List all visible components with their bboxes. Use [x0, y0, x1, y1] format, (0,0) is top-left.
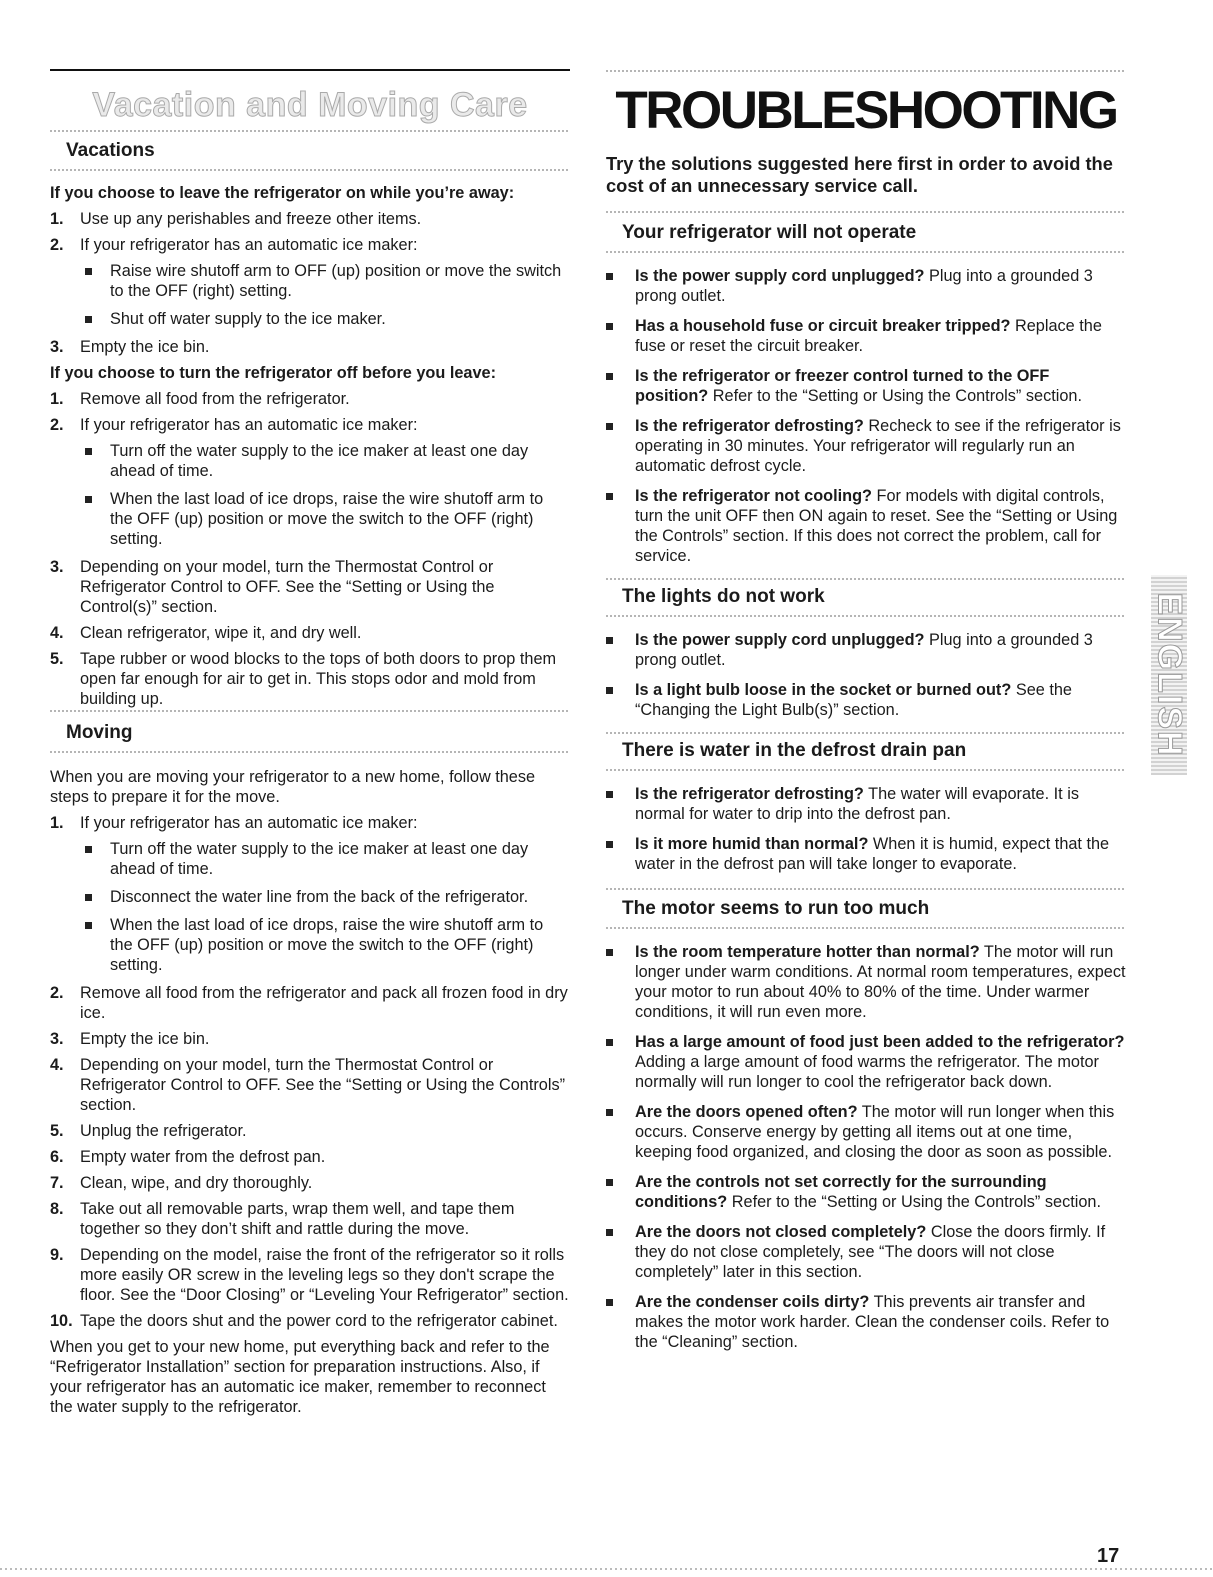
bullet-item — [50, 261, 570, 301]
item-text: Tape the doors shut and the power cord to the refrigerator cabinet. — [80, 1312, 558, 1330]
item-text: Depending on your model, turn the Thermostat Control or Refrigerator Control to OFF. See the “Setting or Using the Controls” section. — [80, 1056, 566, 1114]
trouble-item — [606, 630, 1126, 670]
question: Is the refrigerator defrosting? — [635, 417, 864, 435]
item-number: 8. — [50, 1200, 64, 1218]
question: Has a household fuse or circuit breaker tripped? — [635, 317, 1011, 335]
numbered-item — [50, 1173, 570, 1193]
numbered-item — [50, 1245, 570, 1305]
item-text: Unplug the refrigerator. — [80, 1122, 247, 1140]
bullet-icon — [606, 1299, 613, 1306]
numbered-item — [50, 983, 570, 1023]
bullet-icon — [606, 637, 613, 644]
item-number: 5. — [50, 1122, 64, 1140]
question: Is the power supply cord unplugged? — [635, 267, 925, 285]
answer: The motor will run longer under warm conditions. At normal room temperatures, expect your motor to run about 40% to 80% of the time. Under warmer conditions, it will run even more. — [635, 943, 1126, 1021]
item-text: If your refrigerator has an automatic ice maker: — [80, 236, 418, 254]
numbered-item — [50, 235, 570, 255]
numbered-item — [50, 1055, 570, 1115]
numbered-item — [50, 1121, 570, 1141]
numbered-item — [50, 415, 570, 435]
item-text: Tape rubber or wood blocks to the tops of both doors to prop them open far enough for air to get in. This stops odor and mold from building up. — [80, 650, 557, 708]
troubleshooting-intro: Try the solutions suggested here first in order to avoid the cost of an unnecessary service call. — [606, 153, 1113, 196]
trouble-item — [606, 784, 1126, 824]
item-text: Empty the ice bin. — [80, 1030, 210, 1048]
numbered-item — [50, 1311, 570, 1331]
moving-heading: Moving — [66, 722, 133, 743]
item-number: 10. — [50, 1312, 73, 1330]
section-heading: There is water in the defrost drain pan — [622, 740, 967, 761]
trouble-item — [606, 1222, 1126, 1282]
item-number: 1. — [50, 814, 64, 832]
trouble-item — [606, 1102, 1126, 1162]
trouble-item — [606, 1172, 1126, 1212]
question: Are the doors not closed completely? — [635, 1223, 927, 1241]
item-number: 6. — [50, 1148, 64, 1166]
divider — [50, 130, 570, 132]
section-heading: The lights do not work — [622, 586, 825, 607]
bullet-icon — [606, 1229, 613, 1236]
answer: Adding a large amount of food warms the refrigerator. The motor normally will run longer to cool the refrigerator back down. — [635, 1053, 1099, 1091]
bullet-icon — [606, 687, 613, 694]
trouble-item — [606, 266, 1126, 306]
bullet-text: Turn off the water supply to the ice maker at least one day ahead of time. — [110, 442, 529, 480]
item-text: Depending on the model, raise the front of the refrigerator so it rolls more easily OR screw in the leveling legs so they don't scrape the floor. See the “Door Closing” or “Leveling Your Refrigerator” section. — [80, 1246, 569, 1304]
question: Is a light bulb loose in the socket or burned out? — [635, 681, 1012, 699]
item-number: 4. — [50, 624, 64, 642]
trouble-item — [606, 366, 1126, 406]
numbered-item — [50, 1147, 570, 1167]
vacations-block — [50, 130, 570, 715]
question: Is the refrigerator defrosting? — [635, 785, 864, 803]
section-heading: Your refrigerator will not operate — [622, 222, 917, 243]
answer: See the “Changing the Light Bulb(s)” section. — [635, 681, 1072, 719]
divider — [606, 251, 1126, 253]
question: Are the condenser coils dirty? — [635, 1293, 870, 1311]
trouble-item — [606, 680, 1126, 720]
numbered-item — [50, 813, 570, 833]
item-text: Clean refrigerator, wipe it, and dry well. — [80, 624, 362, 642]
numbered-item — [50, 337, 570, 357]
bullet-icon — [606, 841, 613, 848]
bullet-icon — [85, 846, 92, 853]
bullet-icon — [85, 922, 92, 929]
bullet-text: Shut off water supply to the ice maker. — [110, 310, 386, 328]
divider — [606, 927, 1126, 929]
bullet-item — [50, 887, 570, 907]
bullet-icon — [85, 268, 92, 275]
bullet-item — [50, 915, 570, 975]
moving-outro: When you get to your new home, put everything back and refer to the “Refrigerator Installation” section for preparation instructions. Also, if your refrigerator has an automatic ice maker, remember to reconnect the water supply to the refrigerator. — [50, 1338, 550, 1416]
item-number: 1. — [50, 210, 64, 228]
moving-intro: When you are moving your refrigerator to a new home, follow these steps to prepare it for the move. — [50, 768, 536, 806]
moving-block — [50, 710, 570, 1417]
item-text: Use up any perishables and freeze other items. — [80, 210, 422, 228]
bullet-icon — [606, 1109, 613, 1116]
divider — [606, 70, 1126, 72]
item-number: 5. — [50, 650, 64, 668]
divider — [50, 169, 570, 171]
divider — [606, 732, 1126, 734]
vacation-off-heading: If you choose to turn the refrigerator off before you leave: — [50, 364, 496, 382]
question: Are the controls not set correctly for the surrounding conditions? — [635, 1173, 1047, 1211]
question: Are the doors opened often? — [635, 1103, 858, 1121]
numbered-item — [50, 623, 570, 643]
item-text: If your refrigerator has an automatic ice maker: — [80, 814, 418, 832]
question: Is the power supply cord unplugged? — [635, 631, 925, 649]
item-number: 2. — [50, 236, 64, 254]
divider — [50, 751, 570, 753]
item-text: Depending on your model, turn the Thermostat Control or Refrigerator Control to OFF. See the “Setting or Using the Control(s)” section. — [80, 558, 495, 616]
answer: Plug into a grounded 3 prong outlet. — [635, 631, 1093, 669]
bullet-icon — [85, 448, 92, 455]
item-text: If your refrigerator has an automatic ice maker: — [80, 416, 418, 434]
item-number: 1. — [50, 390, 64, 408]
vacation-on-heading: If you choose to leave the refrigerator on while you’re away: — [50, 184, 515, 202]
answer: This prevents air transfer and makes the motor work harder. Clean the condenser coils. Refer to the “Cleaning” section. — [635, 1293, 1110, 1351]
language-tab — [1151, 575, 1187, 775]
item-number: 3. — [50, 338, 64, 356]
bullet-icon — [85, 894, 92, 901]
bullet-text: Turn off the water supply to the ice maker at least one day ahead of time. — [110, 840, 529, 878]
answer: The water will evaporate. It is normal for water to drip into the defrost pan. — [635, 785, 1079, 823]
trouble-item — [606, 486, 1126, 566]
question: Is the refrigerator not cooling? — [635, 487, 873, 505]
numbered-item — [50, 209, 570, 229]
bullet-item — [50, 309, 570, 329]
answer: The motor will run longer when this occurs. Conserve energy by getting all items out at one time, keeping food organized, and closing the door as soon as possible. — [635, 1103, 1115, 1161]
item-text: Remove all food from the refrigerator. — [80, 390, 350, 408]
answer: Close the doors firmly. If they do not close completely, see “The doors will not close completely” later in this section. — [635, 1223, 1106, 1281]
numbered-item — [50, 1029, 570, 1049]
item-number: 2. — [50, 984, 64, 1002]
bullet-icon — [606, 323, 613, 330]
bullet-text: Disconnect the water line from the back of the refrigerator. — [110, 888, 529, 906]
bullet-icon — [606, 373, 613, 380]
section-heading: The motor seems to run too much — [622, 898, 930, 919]
bullet-icon — [606, 1179, 613, 1186]
language-tab-label: ENGLISH — [1150, 592, 1189, 758]
question: Is the room temperature hotter than normal? — [635, 943, 980, 961]
item-text: Empty the ice bin. — [80, 338, 210, 356]
answer: Recheck to see if the refrigerator is operating in 30 minutes. Your refrigerator will regularly run an automatic defrost cycle. — [635, 417, 1121, 475]
bullet-item — [50, 441, 570, 481]
question: Is it more humid than normal? — [635, 835, 869, 853]
divider — [606, 769, 1126, 771]
bottom-rule — [0, 1568, 1213, 1570]
page-title: TROUBLESHOOTING — [615, 81, 1117, 140]
bullet-icon — [606, 273, 613, 280]
item-number: 7. — [50, 1174, 64, 1192]
item-text: Clean, wipe, and dry thoroughly. — [80, 1174, 313, 1192]
bullet-icon — [606, 423, 613, 430]
bullet-text: When the last load of ice drops, raise the wire shutoff arm to the OFF (up) position or move the switch to the OFF (right) setting. — [110, 916, 544, 974]
divider — [50, 710, 570, 712]
item-number: 4. — [50, 1056, 64, 1074]
divider — [606, 615, 1126, 617]
trouble-item — [606, 1032, 1126, 1092]
bullet-text: Raise wire shutoff arm to OFF (up) position or move the switch to the OFF (right) setting. — [110, 262, 562, 300]
trouble-item — [606, 834, 1126, 874]
question: Has a large amount of food just been added to the refrigerator? — [635, 1033, 1125, 1051]
numbered-item — [50, 649, 570, 709]
trouble-item — [606, 416, 1126, 476]
numbered-item — [50, 557, 570, 617]
bullet-icon — [606, 791, 613, 798]
answer: Replace the fuse or reset the circuit breaker. — [635, 317, 1102, 355]
answer: For models with digital controls, turn the unit OFF then ON again to reset. See the “Setting or Using the Controls” section. If this does not correct the problem, call for service. — [635, 487, 1118, 565]
bullet-icon — [606, 949, 613, 956]
bullet-icon — [85, 316, 92, 323]
question: Is the refrigerator or freezer control turned to the OFF position? — [635, 367, 1050, 405]
section-title: Vacation and Moving Care — [92, 86, 528, 124]
bullet-icon — [606, 1039, 613, 1046]
divider — [606, 211, 1126, 213]
trouble-item — [606, 942, 1126, 1022]
item-number: 3. — [50, 1030, 64, 1048]
bullet-item — [50, 839, 570, 879]
divider — [606, 888, 1126, 890]
divider — [606, 578, 1126, 580]
top-rule — [50, 69, 570, 71]
bullet-item — [50, 489, 570, 549]
item-number: 9. — [50, 1246, 64, 1264]
page-number: 17 — [1097, 1545, 1120, 1567]
answer: Refer to the “Setting or Using the Controls” section. — [727, 1193, 1101, 1211]
bullet-icon — [85, 496, 92, 503]
item-number: 3. — [50, 558, 64, 576]
trouble-item — [606, 1292, 1126, 1352]
item-text: Take out all removable parts, wrap them well, and tape them together so they don’t shift and rattle during the move. — [80, 1200, 515, 1238]
bullet-text: When the last load of ice drops, raise the wire shutoff arm to the OFF (up) position or move the switch to the OFF (right) setting. — [110, 490, 544, 548]
answer: When it is humid, expect that the water in the defrost pan will take longer to evaporate. — [635, 835, 1110, 873]
item-number: 2. — [50, 416, 64, 434]
item-text: Remove all food from the refrigerator and pack all frozen food in dry ice. — [80, 984, 568, 1022]
right-column — [606, 153, 1126, 1362]
answer: Refer to the “Setting or Using the Controls” section. — [708, 387, 1082, 405]
numbered-item — [50, 389, 570, 409]
numbered-item — [50, 1199, 570, 1239]
item-text: Empty water from the defrost pan. — [80, 1148, 326, 1166]
trouble-item — [606, 316, 1126, 356]
bullet-icon — [606, 493, 613, 500]
vacations-heading: Vacations — [66, 140, 155, 161]
answer: Plug into a grounded 3 prong outlet. — [635, 267, 1093, 305]
